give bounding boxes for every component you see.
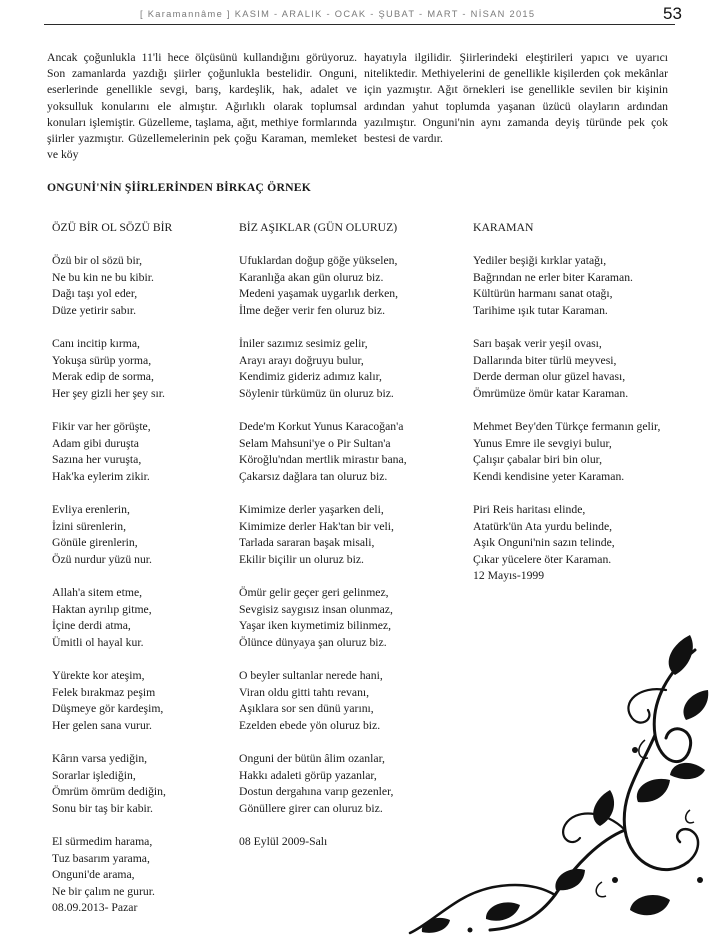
- poem-line: Kendi kendisine yeter Karaman.: [473, 469, 625, 483]
- poem-line: 08 Eylül 2009-Salı: [239, 834, 328, 848]
- poem-line: Dallarında biter türlü meyvesi,: [473, 353, 617, 367]
- poem-line: Özü bir ol sözü bir,: [52, 254, 143, 268]
- poem-line: Dağı taşı yol eder,: [52, 287, 138, 301]
- poem-title: BİZ AŞIKLAR (GÜN OLURUZ): [239, 221, 398, 234]
- poem-line: Yaşar iken kıymetimiz bilinmez,: [239, 619, 392, 633]
- poem-line: Kârın varsa yediğin,: [52, 752, 148, 765]
- prose-line: Ancak çoğunlukla 11'li hece ölçüsünü kullandığını: [47, 51, 307, 64]
- poem-line: Derde derman olur güzel havası,: [473, 370, 626, 384]
- poem-line: Düze yetirir sabır.: [52, 303, 137, 317]
- poem-line: Canı incitip kırma,: [52, 337, 140, 351]
- poem-line: Arayı arayı doğruyu bulur,: [239, 353, 364, 367]
- poem-line: Kendimiz gideriz adımız kalır,: [239, 370, 382, 384]
- poem-line: Gönüle girenlerin,: [52, 536, 138, 550]
- poem-line: Sazına her vuruşta,: [52, 453, 142, 467]
- stanza: [473, 336, 660, 402]
- poem-line: Her gelen sana vurur.: [52, 718, 152, 732]
- poem-line: Kimimize derler Hak'tan bir veli,: [239, 519, 394, 533]
- poem-line: Ömrümüze ömür katar Karaman.: [473, 386, 629, 400]
- stanza: [239, 336, 407, 402]
- poem-line: Onguni'de arama,: [52, 868, 135, 882]
- stanza: [239, 253, 407, 319]
- stanza: [52, 751, 172, 817]
- stanza: [239, 419, 407, 485]
- poem-line: Yunus Emre ile sevgiyi bulur,: [473, 436, 612, 450]
- stanza: [473, 419, 660, 485]
- poem-line: Allah'a sitem etme,: [52, 586, 143, 600]
- stanza: [52, 253, 172, 319]
- poem-line: Aşıklara sor sen dünü yarını,: [239, 702, 374, 716]
- stanza: [52, 336, 172, 402]
- poem-line: Ezelden ebede yön oluruz biz.: [239, 718, 381, 732]
- poem-line: Adam gibi duruşta: [52, 436, 139, 450]
- stanza: [52, 834, 172, 917]
- poem-line: Piri Reis haritası elinde,: [473, 503, 586, 517]
- poem-line: Çıkar yücelere öter Karaman.: [473, 552, 612, 566]
- poem-line: Fikir var her görüşte,: [52, 420, 151, 434]
- poem-line: Ne bu kin ne bu kibir.: [52, 270, 154, 284]
- poem-line: Çalışır çabalar biri bin olur,: [473, 453, 603, 467]
- intro-paragraph-right: [364, 50, 668, 147]
- poem-line: Tarlada sararan başak misali,: [239, 536, 375, 550]
- poem-line: İlme değer verir fen oluruz biz.: [239, 303, 386, 317]
- poem-line: Atatürk'ün Ata yurdu belinde,: [473, 519, 613, 533]
- prose-line: görüyoruz. Son zamanlarda yazdığı şiirler çoğunlukla: [47, 51, 357, 81]
- stanza: [52, 668, 172, 734]
- poem-line: Aşık Onguni'nin sazın telinde,: [473, 536, 615, 550]
- intro-paragraph-left: [47, 50, 357, 163]
- stanza: [52, 502, 172, 568]
- prose-line: pek çok bestesi de vardır.: [364, 115, 668, 146]
- section-heading: ONGUNİ'NİN ŞİİRLERİNDEN BİRKAÇ ÖRNEK: [47, 181, 312, 194]
- prose-line: kardeşlik, hak, adalet ve yoksulluk konularını ele almıştır.: [47, 83, 357, 113]
- poem-line: Merak edip de sorma,: [52, 370, 154, 384]
- poem-line: Mehmet Bey'den Türkçe fermanın gelir,: [473, 420, 661, 434]
- prose-line: taşlama, ağıt, methiye formlarında şiirler yazmıştır.: [47, 115, 357, 146]
- prose-line: mekânlar için yazmıştır. Ağıt örnekleri ise genellikle sevilen: [364, 67, 668, 97]
- poem-line: Evliya erenlerin,: [52, 503, 130, 517]
- stanza: [52, 419, 172, 485]
- poem-line: Ömrüm ömrüm dediğin,: [52, 785, 166, 799]
- poem-line: Viran oldu gitti tahtı revanı,: [239, 685, 370, 699]
- prose-line: niteliktedir. Methiyelerini de genellikle kişilerden çok: [364, 67, 625, 81]
- prose-line: hayatıyla ilgilidir. Şiirlerindeki eleştirileri yapıcı ve uyarıcı: [364, 51, 668, 64]
- poem-line: Sarı başak verir yeşil ovası,: [473, 337, 602, 351]
- poem-line: 08.09.2013- Pazar: [52, 901, 138, 915]
- poem-line: Selam Mahsuni'ye o Pir Sultan'a: [239, 436, 391, 450]
- prose-line: ardından yazılmıştır. Onguni'nin aynı zamanda deyiş türünde: [364, 99, 668, 129]
- stanza: [473, 502, 660, 585]
- poem-line: Özü nurdur yüzü nur.: [52, 552, 152, 566]
- poem-title: KARAMAN: [473, 221, 534, 234]
- poem-line: 12 Mayıs-1999: [473, 569, 545, 583]
- poem-line: Çakarsız dağlara tan oluruz biz.: [239, 469, 388, 483]
- poem-line: Sonu bir taş bir kabir.: [52, 801, 153, 815]
- poem-line: Gönüllere girer can oluruz biz.: [239, 801, 383, 815]
- poem-line: İniler sazımız sesimiz gelir,: [239, 337, 368, 351]
- poem-line: Kimimize derler yaşarken deli,: [239, 503, 384, 517]
- stanza: [52, 585, 172, 651]
- poem-line: Haktan ayrılıp gitme,: [52, 602, 152, 616]
- poem-line: Ne bir çalım ne gurur.: [52, 884, 155, 898]
- poem-line: Bağrından ne erler biter Karaman.: [473, 270, 633, 284]
- header-rule: [44, 24, 675, 25]
- poem-line: Ömür gelir geçer geri gelinmez,: [239, 586, 389, 600]
- poem-line: Kültürün harmanı sanat otağı,: [473, 287, 613, 301]
- poem-line: Hakkı adaleti görüp yazanlar,: [239, 768, 377, 782]
- poem-line: İçine derdi atma,: [52, 619, 131, 633]
- floral-swirl-ornament-icon: [370, 630, 711, 935]
- poem-title: ÖZÜ BİR OL SÖZÜ BİR: [52, 221, 173, 234]
- running-header: [ Karamannâme ] KASIM - ARALIK - OCAK - ŞUBAT - MART - NİSAN 2015: [140, 9, 536, 19]
- poem-line: İzini sürenlerin,: [52, 519, 126, 533]
- stanza: [239, 502, 407, 568]
- stanza: [473, 253, 660, 319]
- poem-line: Sorarlar işlediğin,: [52, 768, 136, 782]
- prose-line: bir kişinin ardından yahut toplumda yaşanan üzücü olayların: [364, 83, 668, 113]
- poem-line: Her şey gizli her şey sır.: [52, 386, 165, 400]
- poem-line: Sevgisiz saygısız insan olunmaz,: [239, 602, 393, 616]
- poem-line: Söylenir türkümüz ün oluruz biz.: [239, 386, 394, 400]
- poem-line: Ümitli ol hayal kur.: [52, 635, 144, 649]
- poem-line: Onguni der bütün âlim ozanlar,: [239, 752, 385, 765]
- poem-ozu-bir-ol-sozu-bir: [52, 220, 172, 934]
- poem-line: Tarihime ışık tutar Karaman.: [473, 303, 608, 317]
- poem-karaman: [473, 220, 660, 602]
- poem-line: Dede'm Korkut Yunus Karacoğan'a: [239, 420, 404, 434]
- poem-line: Köroğlu'ndan mertlik mirastır bana,: [239, 453, 407, 467]
- page-number: 53: [663, 4, 682, 23]
- prose-line: bestelidir. Onguni, eserlerinde genellikle sevgi, barış,: [47, 67, 357, 97]
- poem-line: Yokuşa sürüp yorma,: [52, 353, 152, 367]
- poem-line: Felek bırakmaz peşim: [52, 685, 156, 699]
- poem-line: Düşmeye gör kardeşim,: [52, 702, 164, 716]
- poem-line: Dostun dergahına varıp gezenler,: [239, 785, 394, 799]
- poem-line: Tuz basarım yarama,: [52, 851, 150, 865]
- poem-line: Yediler beşiği kırklar yatağı,: [473, 254, 607, 268]
- poem-line: Yürekte kor ateşim,: [52, 669, 145, 683]
- poem-line: El sürmedim harama,: [52, 834, 153, 848]
- poem-line: Hak'ka eylerim zikir.: [52, 469, 150, 483]
- poem-line: Ekilir biçilir un oluruz biz.: [239, 552, 364, 566]
- poem-line: Ufuklardan doğup göğe yükselen,: [239, 254, 398, 268]
- poem-line: Karanlığa akan gün oluruz biz.: [239, 270, 384, 284]
- poem-line: O beyler sultanlar nerede hani,: [239, 669, 383, 683]
- prose-line: Güzellemelerinin pek çoğu Karaman, memleket ve köy: [47, 132, 357, 162]
- poem-line: Ölünce dünyaya şan oluruz biz.: [239, 635, 387, 649]
- prose-line: Ağırlıklı olarak toplumsal konuları işlemiştir. Güzelleme,: [47, 99, 357, 129]
- poem-line: Medeni yaşamak uygarlık derken,: [239, 287, 399, 301]
